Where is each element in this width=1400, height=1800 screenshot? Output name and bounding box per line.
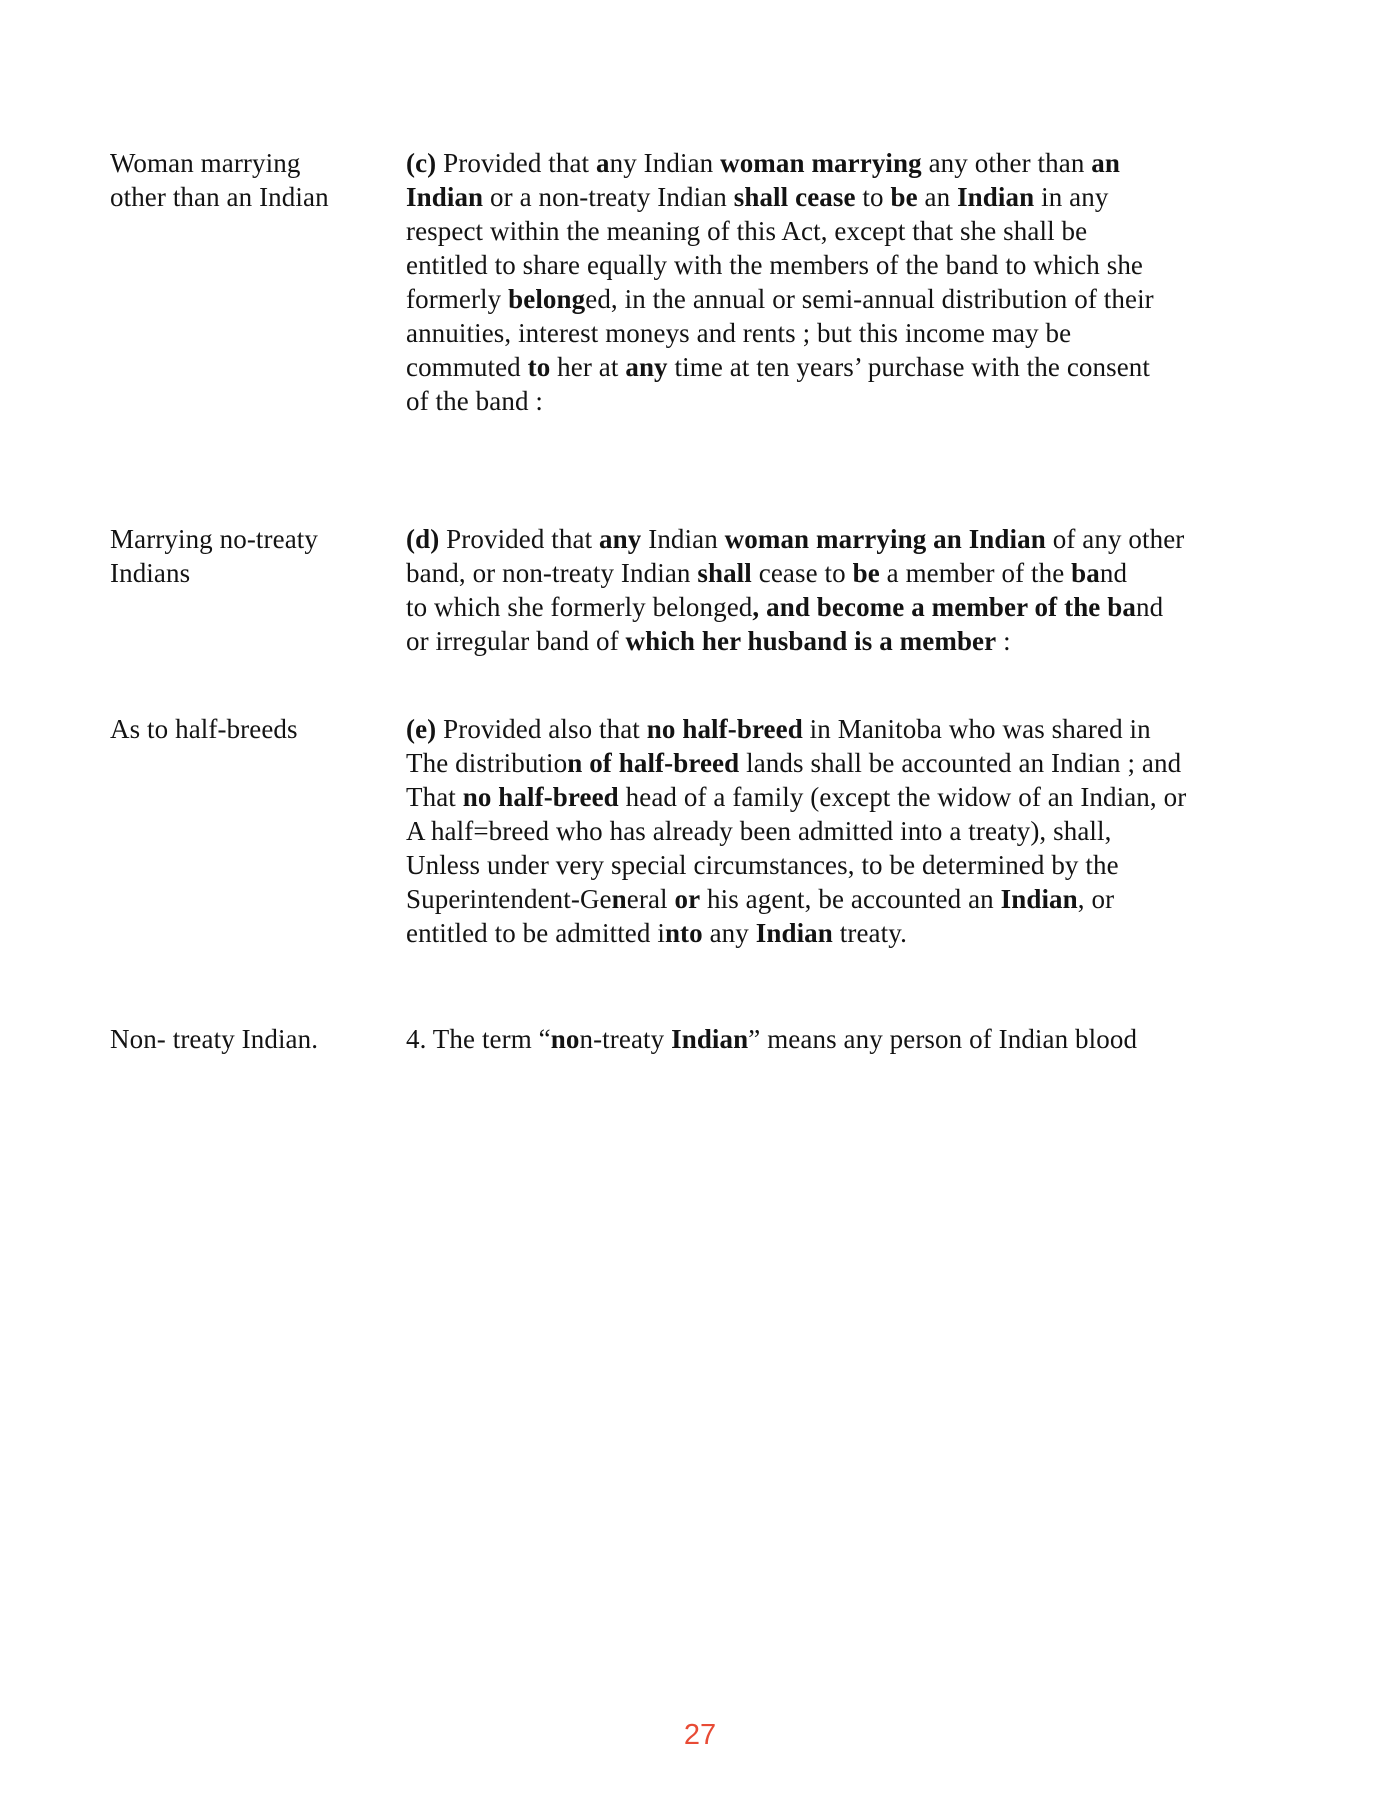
text-run: any other than	[921, 148, 1092, 178]
text-run: belong	[508, 284, 586, 314]
body-line	[406, 146, 1300, 180]
text-run: ” means any person of Indian blood	[748, 1024, 1138, 1054]
margin-note	[110, 522, 406, 590]
text-run: n of half-breed	[567, 748, 740, 778]
text-run: n-treaty	[579, 1024, 672, 1054]
body-line	[406, 882, 1300, 916]
body-line	[406, 590, 1300, 624]
text-run: shall	[697, 558, 752, 588]
text-run: of the band :	[406, 386, 544, 416]
text-run: to which she formerly belonged	[406, 592, 753, 622]
body-line	[406, 916, 1300, 950]
text-run: an	[1091, 148, 1121, 178]
text-run: ny Indian	[609, 148, 721, 178]
text-run: Provided that	[436, 148, 597, 178]
text-run: Provided that	[439, 524, 600, 554]
text-run: 4. The term “	[406, 1024, 551, 1054]
page-number: 27	[683, 1719, 717, 1751]
text-run: :	[996, 626, 1011, 656]
body-line	[406, 522, 1300, 556]
text-run: eral	[626, 884, 675, 914]
text-run: Indian	[1000, 884, 1078, 914]
text-run: nd	[1135, 592, 1164, 622]
text-run: A half=breed who has already been admitted into a treaty), shall,	[406, 816, 1112, 846]
text-run: her at	[550, 352, 626, 382]
text-run: annuities, interest moneys and rents ; but this income may be	[406, 318, 1072, 348]
document-section	[110, 146, 1300, 418]
body-line	[406, 556, 1300, 590]
text-run: n	[611, 884, 627, 914]
text-run: That	[406, 782, 463, 812]
text-run: Indian	[406, 182, 484, 212]
margin-note-line: As to half-breeds	[110, 714, 298, 744]
body-line	[406, 624, 1300, 658]
text-run: entitled to share equally with the members of the band to which she	[406, 250, 1144, 280]
margin-note	[110, 712, 406, 746]
text-run: formerly	[406, 284, 509, 314]
body-line	[406, 282, 1300, 316]
body-line	[406, 350, 1300, 384]
text-run: ed, in the annual or semi-annual distribution of their	[585, 284, 1154, 314]
document-section	[110, 1022, 1300, 1056]
text-run: a	[596, 148, 610, 178]
text-run: or	[674, 884, 701, 914]
body-line	[406, 712, 1300, 746]
text-run: band, or non-treaty Indian	[406, 558, 698, 588]
text-run: head of a family (except the widow of an Indian, or	[618, 782, 1187, 812]
clause-body	[406, 1022, 1300, 1056]
margin-note-line: Indians	[110, 558, 191, 588]
clause-body	[406, 522, 1300, 658]
text-run: , and become a member of the ba	[752, 592, 1136, 622]
text-run: lands shall be accounted an Indian ; and	[739, 748, 1182, 778]
text-run: entitled to be admitted i	[406, 918, 665, 948]
body-line	[406, 248, 1300, 282]
text-run: any	[625, 352, 668, 382]
text-run: Indian	[755, 918, 833, 948]
text-run: an	[917, 182, 958, 212]
text-run: Provided also that	[436, 714, 647, 744]
text-run: which her husband is a member	[625, 626, 997, 656]
text-run: nd	[1099, 558, 1128, 588]
document-content	[110, 146, 1300, 1056]
margin-note-line: Non- treaty Indian.	[110, 1024, 319, 1054]
body-line	[406, 384, 1300, 418]
text-run: to	[855, 182, 891, 212]
body-line	[406, 814, 1300, 848]
document-section	[110, 712, 1300, 950]
text-run: of any other	[1045, 524, 1185, 554]
text-run: any	[702, 918, 756, 948]
body-line	[406, 180, 1300, 214]
text-run: a member of the	[879, 558, 1072, 588]
text-run: to	[527, 352, 551, 382]
margin-note-line: Marrying no-treaty	[110, 524, 318, 554]
text-run: The distributio	[406, 748, 568, 778]
body-line	[406, 848, 1300, 882]
text-run: or irregular band of	[406, 626, 626, 656]
document-section	[110, 522, 1300, 658]
text-run: (c)	[406, 148, 437, 178]
body-line	[406, 316, 1300, 350]
text-run: his agent, be accounted an	[700, 884, 1001, 914]
text-run: Indian	[957, 182, 1035, 212]
text-run: woman marrying an Indian	[724, 524, 1046, 554]
body-line	[406, 746, 1300, 780]
margin-note-line: other than an Indian	[110, 182, 329, 212]
clause-body	[406, 146, 1300, 418]
text-run: time at ten years’ purchase with the consent	[667, 352, 1150, 382]
body-line	[406, 780, 1300, 814]
text-run: woman marrying	[720, 148, 922, 178]
text-run: commuted	[406, 352, 528, 382]
text-run: be	[852, 558, 880, 588]
text-run: be	[890, 182, 918, 212]
margin-note-line: Woman marrying	[110, 148, 301, 178]
text-run: in any	[1034, 182, 1109, 212]
text-run: no half-breed	[462, 782, 619, 812]
text-run: no	[550, 1024, 580, 1054]
margin-note	[110, 146, 406, 214]
clause-body	[406, 712, 1300, 950]
text-run: ba	[1071, 558, 1100, 588]
text-run: in Manitoba who was shared in	[802, 714, 1151, 744]
text-run: cease to	[751, 558, 853, 588]
text-run: (d)	[406, 524, 440, 554]
text-run: no half-breed	[646, 714, 803, 744]
text-run: Unless under very special circumstances, to be determined by the	[406, 850, 1119, 880]
text-run: or a non-treaty Indian	[483, 182, 734, 212]
margin-note	[110, 1022, 406, 1056]
text-run: respect within the meaning of this Act, except that she shall be	[406, 216, 1088, 246]
text-run: Superintendent-Ge	[406, 884, 612, 914]
body-line	[406, 1022, 1300, 1056]
text-run: , or	[1077, 884, 1115, 914]
text-run: (e)	[406, 714, 437, 744]
text-run: shall cease	[733, 182, 856, 212]
text-run: any	[599, 524, 642, 554]
text-run: nto	[664, 918, 703, 948]
text-run: Indian	[671, 1024, 749, 1054]
text-run: Indian	[641, 524, 725, 554]
body-line	[406, 214, 1300, 248]
text-run: treaty.	[832, 918, 907, 948]
